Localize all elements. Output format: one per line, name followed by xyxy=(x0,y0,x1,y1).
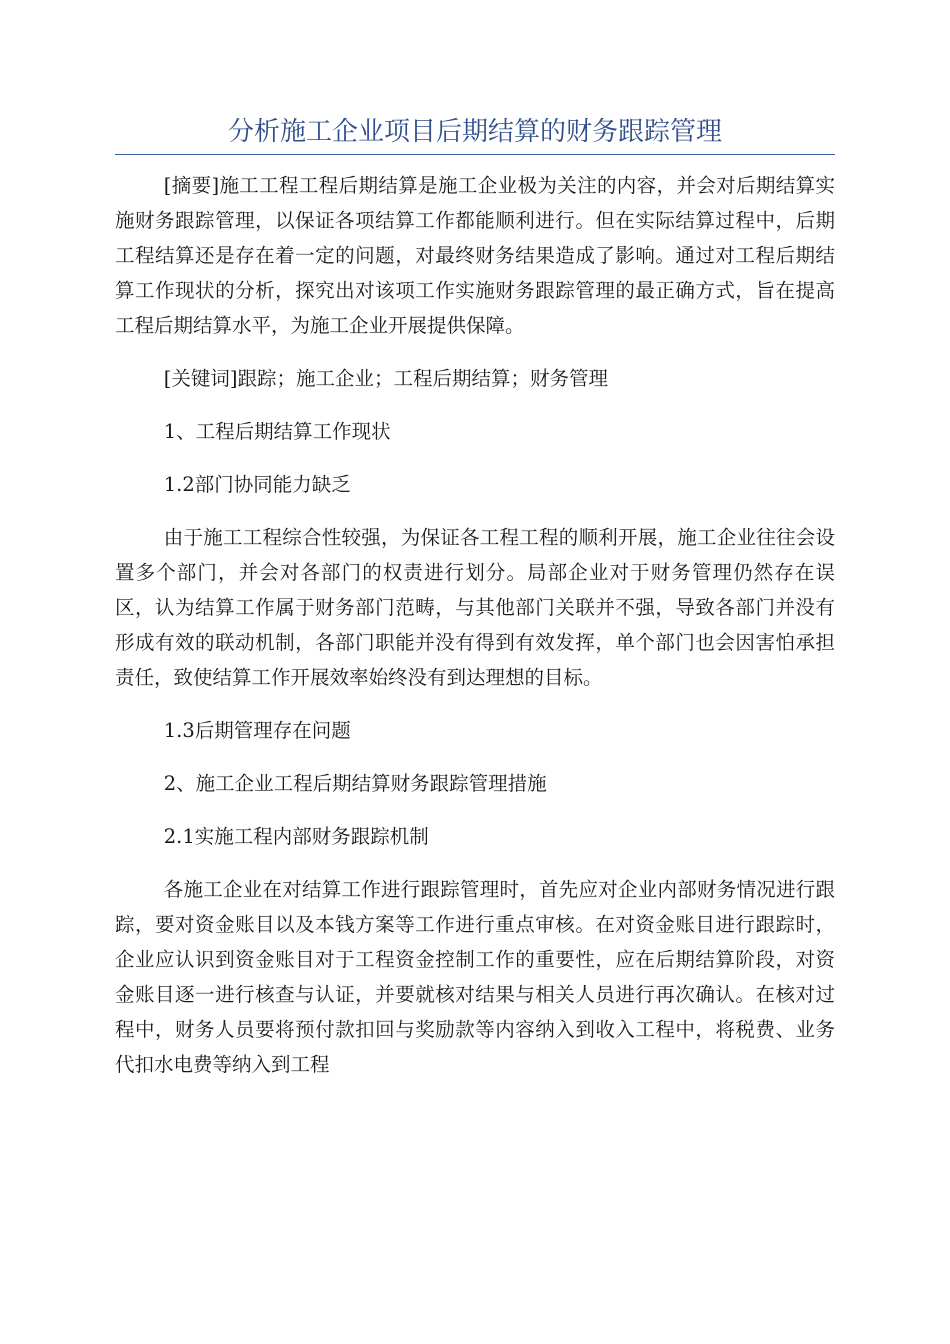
spacer xyxy=(115,449,835,467)
spacer xyxy=(115,396,835,414)
spacer xyxy=(115,695,835,713)
abstract-paragraph: [摘要]施工工程工程后期结算是施工企业极为关注的内容，并会对后期结算实施财务跟踪管理，以保证各项结算工作都能顺利进行。但在实际结算过程中，后期工程结算还是存在着一定的问题，对最终财务结果造成了影响。通过对工程后期结算工作现状的分析，探究出对该项工作实施财务跟踪管理的最正确方式，旨在提高工程后期结算水平，为施工企业开展提供保障。 xyxy=(115,174,835,337)
spacer xyxy=(115,748,835,766)
section-1-2-heading: 1.2部门协同能力缺乏 xyxy=(163,473,351,496)
title-underline xyxy=(115,154,835,155)
spacer xyxy=(115,854,835,872)
spacer xyxy=(115,343,835,361)
document-title: 分析施工企业项目后期结算的财务跟踪管理 xyxy=(227,117,722,147)
section-2-1-heading: 2.1实施工程内部财务跟踪机制 xyxy=(163,825,429,848)
section-1-3-heading: 1.3后期管理存在问题 xyxy=(163,719,351,742)
document-body xyxy=(115,168,835,1082)
keywords-line: [关键词]跟踪；施工企业；工程后期结算；财务管理 xyxy=(163,367,608,390)
section-1-heading: 1、工程后期结算工作现状 xyxy=(163,420,391,443)
section-2-1-paragraph: 各施工企业在对结算工作进行跟踪管理时，首先应对企业内部财务情况进行跟踪，要对资金账目以及本钱方案等工作进行重点审核。在对资金账目进行跟踪时，企业应认识到资金账目对于工程资金控制工作的重要性，应在后期结算阶段，对资金账目逐一进行核查与认证，并要就核对结果与相关人员进行再次确认。在核对过程中，财务人员要将预付款扣回与奖励款等内容纳入到收入工程中，将税费、业务代扣水电费等纳入到工程 xyxy=(115,878,835,1076)
section-1-2-paragraph: 由于施工工程综合性较强，为保证各工程工程的顺利开展，施工企业往往会设置多个部门，并会对各部门的权责进行划分。局部企业对于财务管理仍然存在误区，认为结算工作属于财务部门范畴，与其他部门关联并不强，导致各部门并没有形成有效的联动机制，各部门职能并没有得到有效发挥，单个部门也会因害怕承担责任，致使结算工作开展效率始终没有到达理想的目标。 xyxy=(115,526,835,689)
section-2-heading: 2、施工企业工程后期结算财务跟踪管理措施 xyxy=(163,772,547,795)
spacer xyxy=(115,801,835,819)
spacer xyxy=(115,502,835,520)
